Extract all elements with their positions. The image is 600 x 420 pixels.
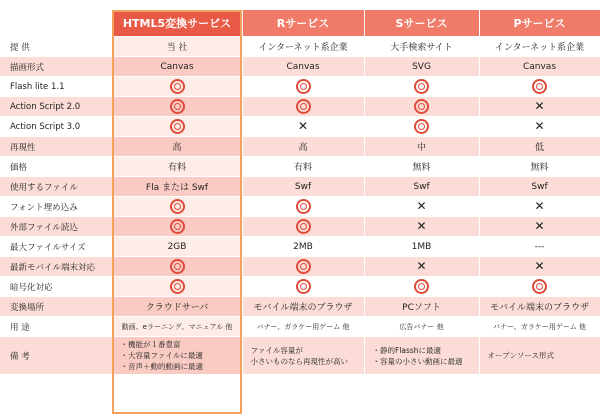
cell-html5: クラウドサーバ [112, 297, 242, 317]
note-cell-p [479, 337, 600, 375]
cell-s: PCソフト [364, 297, 479, 317]
double-circle-icon [170, 199, 185, 214]
cell-r [242, 97, 364, 117]
table-row [0, 57, 600, 77]
double-circle-icon [414, 79, 429, 94]
table-body [0, 37, 600, 375]
cell-html5 [112, 77, 242, 97]
cell-html5 [112, 217, 242, 237]
row-label: 再現性 [0, 137, 112, 157]
cell-p [479, 277, 600, 297]
cross-mark-icon: ✕ [534, 99, 545, 113]
cell-p [479, 97, 600, 117]
double-circle-icon [296, 259, 311, 274]
row-label: Flash lite 1.1 [0, 77, 112, 97]
cross-mark-icon: ✕ [416, 259, 427, 273]
double-circle-icon [414, 279, 429, 294]
cell-r [242, 197, 364, 217]
double-circle-icon [170, 279, 185, 294]
cell-html5 [112, 97, 242, 117]
cell-s: Swf [364, 177, 479, 197]
row-label: 備 考 [0, 337, 112, 375]
cell-r [242, 77, 364, 97]
double-circle-icon [170, 219, 185, 234]
cell-s [364, 77, 479, 97]
double-circle-icon [170, 79, 185, 94]
row-label: 使用するファイル [0, 177, 112, 197]
table-row [0, 137, 600, 157]
cell-p: --- [479, 237, 600, 257]
notes-row [0, 337, 600, 375]
double-circle-icon [170, 119, 185, 134]
cell-p: インターネット系企業 [479, 37, 600, 57]
row-label: 描画形式 [0, 57, 112, 77]
double-circle-icon [414, 99, 429, 114]
cell-html5: Fla または Swf [112, 177, 242, 197]
row-label: 外部ファイル読込 [0, 217, 112, 237]
cell-r [242, 217, 364, 237]
note-line: 小さいものなら再現性が高い [250, 356, 348, 366]
table-row [0, 217, 600, 237]
table-row [0, 297, 600, 317]
note-cell-s [364, 337, 479, 375]
note-line: ・容量の小さい動画に最適 [372, 356, 463, 366]
cell-s: 広告バナー 他 [364, 317, 479, 337]
table-row [0, 177, 600, 197]
double-circle-icon [296, 79, 311, 94]
cell-r: 高 [242, 137, 364, 157]
cell-s [364, 97, 479, 117]
note-line: ・音声＋動的動画に最適 [120, 362, 203, 371]
cross-mark-icon: ✕ [534, 199, 545, 213]
table-row [0, 257, 600, 277]
table-row [0, 117, 600, 137]
cell-r [242, 257, 364, 277]
note-line: オープンソース形式 [487, 351, 554, 360]
double-circle-icon [296, 279, 311, 294]
cross-mark-icon: ✕ [297, 119, 309, 133]
cell-r [242, 277, 364, 297]
cell-s [364, 197, 479, 217]
cell-p: Swf [479, 177, 600, 197]
cell-html5: Canvas [112, 57, 242, 77]
table-row [0, 277, 600, 297]
cell-p [479, 257, 600, 277]
cell-r: モバイル端末のブラウザ [242, 297, 364, 317]
cell-r: Canvas [242, 57, 364, 77]
cross-mark-icon: ✕ [534, 119, 545, 133]
cell-p: Canvas [479, 57, 600, 77]
cell-s [364, 117, 479, 137]
double-circle-icon [170, 99, 185, 114]
cell-html5: 動画、eラーニング、マニュアル 他 [112, 317, 242, 337]
cell-s: 中 [364, 137, 479, 157]
table-row [0, 317, 600, 337]
double-circle-icon [532, 79, 547, 94]
header-s-service: Sサービス [364, 10, 479, 37]
row-label: フォント埋め込み [0, 197, 112, 217]
cell-html5: 有料 [112, 157, 242, 177]
double-circle-icon [532, 279, 547, 294]
cell-html5 [112, 257, 242, 277]
row-label: 最大ファイルサイズ [0, 237, 112, 257]
note-line: ファイル容量が [250, 345, 303, 355]
row-label: Action Script 3.0 [0, 117, 112, 137]
cell-s: 大手検索サイト [364, 37, 479, 57]
cell-s: 無料 [364, 157, 479, 177]
cell-p: バナー、ガラケー用ゲーム 他 [479, 317, 600, 337]
cell-s: 1MB [364, 237, 479, 257]
row-label: Action Script 2.0 [0, 97, 112, 117]
cell-r: 有料 [242, 157, 364, 177]
cross-mark-icon: ✕ [416, 199, 427, 213]
cross-mark-icon: ✕ [534, 259, 545, 273]
cell-p [479, 117, 600, 137]
header-html5-service: HTML5変換サービス [112, 10, 242, 37]
double-circle-icon [296, 219, 311, 234]
table-row [0, 97, 600, 117]
note-line: ・静的Flasshに最適 [372, 345, 442, 355]
note-line: ・大容量ファイルに最適 [120, 351, 203, 360]
note-cell-html5 [112, 337, 242, 375]
cross-mark-icon: ✕ [534, 219, 545, 233]
cell-html5: 当 社 [112, 37, 242, 57]
table-row [0, 157, 600, 177]
comparison-table [0, 10, 600, 375]
double-circle-icon [170, 259, 185, 274]
cell-r [242, 117, 364, 137]
row-label: 用 途 [0, 317, 112, 337]
cell-r: 2MB [242, 237, 364, 257]
note-cell-r [242, 337, 364, 375]
cell-r: インターネット系企業 [242, 37, 364, 57]
double-circle-icon [296, 99, 311, 114]
header-r-service: Rサービス [242, 10, 364, 37]
table-row [0, 37, 600, 57]
row-label: 変換場所 [0, 297, 112, 317]
row-label: 最新モバイル端末対応 [0, 257, 112, 277]
cell-html5 [112, 277, 242, 297]
cell-p: 無料 [479, 157, 600, 177]
cell-s [364, 277, 479, 297]
cell-p [479, 217, 600, 237]
table-row [0, 197, 600, 217]
cell-p: 低 [479, 137, 600, 157]
cell-r: バナー、ガラケー用ゲーム 他 [242, 317, 364, 337]
cell-html5 [112, 197, 242, 217]
cell-p [479, 197, 600, 217]
cell-p: モバイル端末のブラウザ [479, 297, 600, 317]
table-row [0, 77, 600, 97]
double-circle-icon [414, 119, 429, 134]
header-corner [0, 10, 112, 37]
note-line: ・機能が１番豊富 [120, 340, 181, 349]
cell-s: SVG [364, 57, 479, 77]
cell-p [479, 77, 600, 97]
table-row [0, 237, 600, 257]
header-row [0, 10, 600, 37]
row-label: 提 供 [0, 37, 112, 57]
header-p-service: Pサービス [479, 10, 600, 37]
cell-s [364, 257, 479, 277]
cell-s [364, 217, 479, 237]
cell-html5: 2GB [112, 237, 242, 257]
double-circle-icon [296, 199, 311, 214]
cell-r: Swf [242, 177, 364, 197]
cross-mark-icon: ✕ [416, 219, 427, 233]
row-label: 価格 [0, 157, 112, 177]
cell-html5 [112, 117, 242, 137]
cell-html5: 高 [112, 137, 242, 157]
row-label: 暗号化対応 [0, 277, 112, 297]
